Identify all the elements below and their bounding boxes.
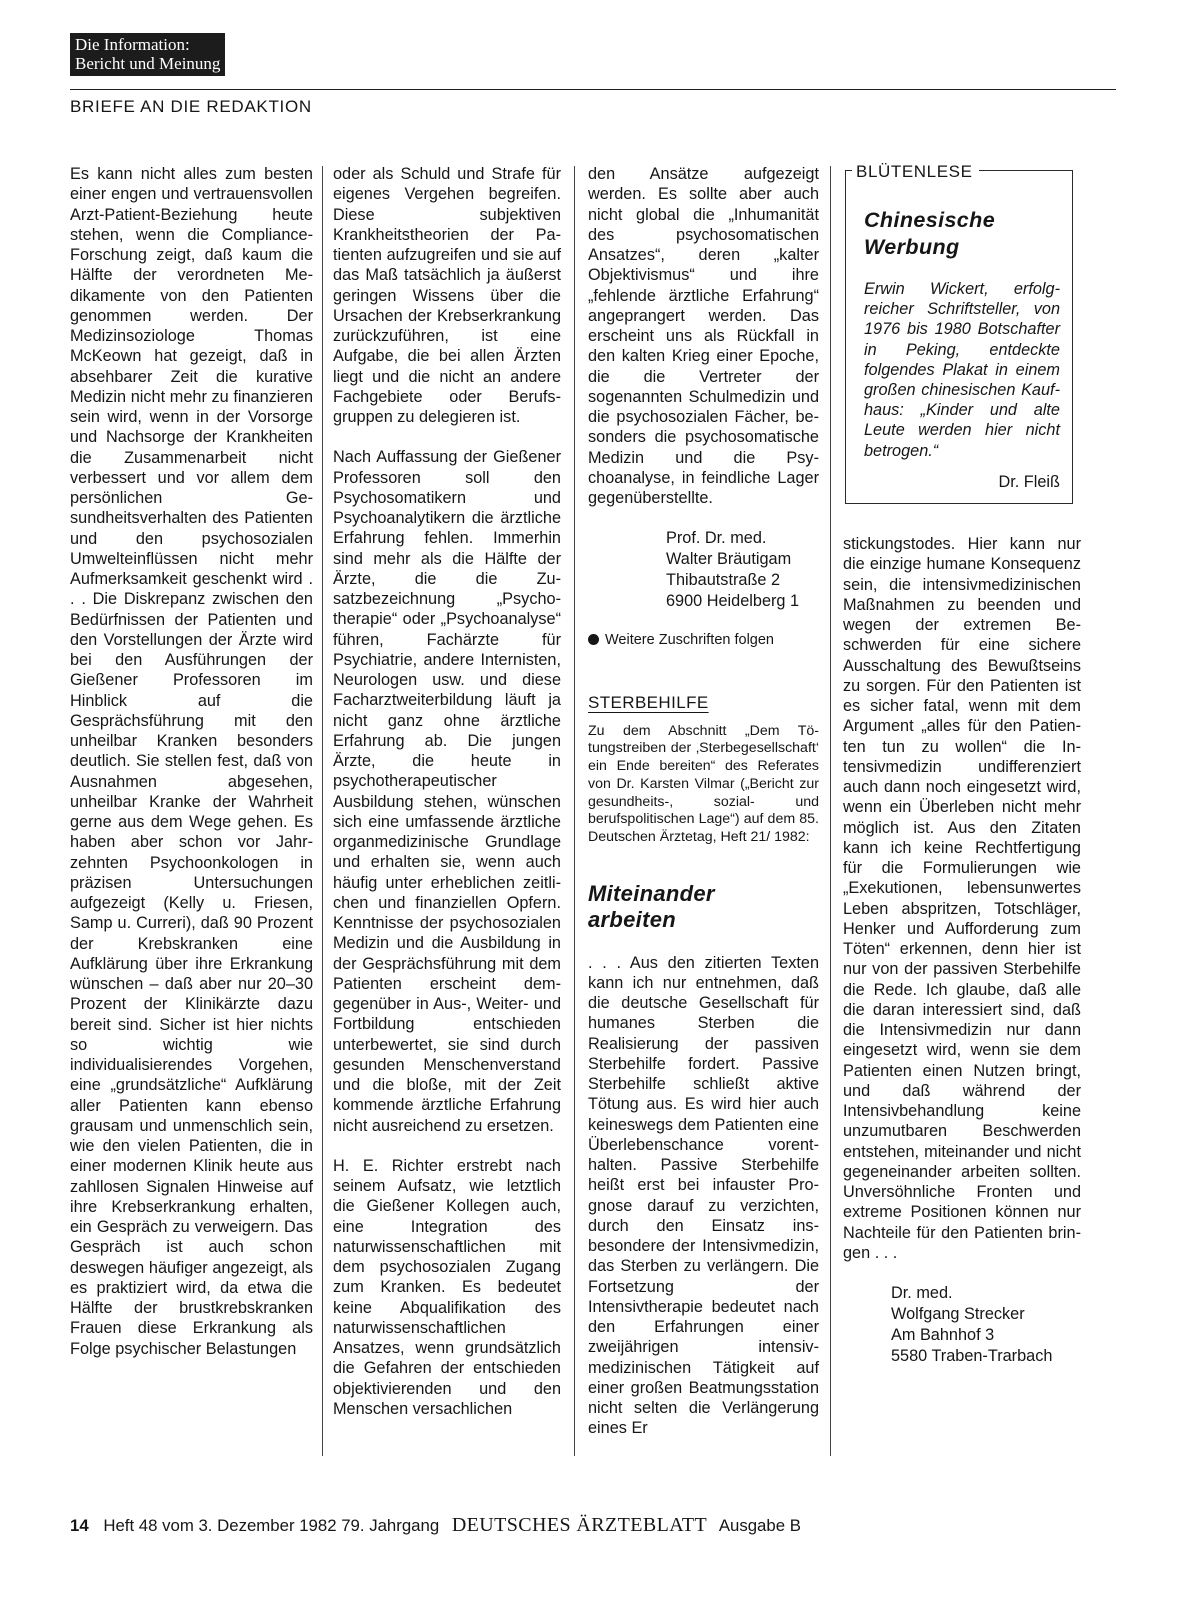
reference-intro: Zu dem Abschnitt „Dem Tötungstreiben der ‚Sterbegesellschaft‘ ein Ende bereiten“ des Referates von Dr. Karsten Vilmar („Bericht zur gesundheits-, sozial- und berufspolitischen Lage“) auf dem 85. Deutschen Ärztetag, Heft 21/ 1982: bbox=[588, 722, 819, 845]
section-label-line1: Die Information: bbox=[75, 35, 190, 54]
topic-heading: STERBEHILFE bbox=[588, 692, 709, 712]
paragraph: H. E. Richter erstrebt nach seinem Aufsatz, wie letztlich die Gießener Kollegen auch, eine Integration des naturwissenschaftlichen mit dem psychosozialen Zugang zum Kranken. Es bedeutet keine Abqualifikation des naturwissenschaftlichen Ansatzes, wenn grundsätzlich die Gefahren der entschieden objektivierenden und den Menschen versachlichen bbox=[333, 1156, 561, 1418]
column-2 bbox=[333, 164, 561, 1419]
paragraph: . . . Aus den zitierten Texten kann ich nur entnehmen, daß die deutsche Gesellschaft für humanes Sterben die Realisierung der passiven Sterbehilfe fordert. Passive Sterbehilfe schließt aktive Tötung aus. Es wird hier auch keineswegs dem Patienten eine Überlebenschance vorenthalten. Passive Sterbehilfe heißt erst bei infauster Prognose darauf zu verzichten, durch den Einsatz insbesondere der Intensivmedizin, das Sterben zu verlängern. Die Fortsetzung der Intensivtherapie bedeutet nach den Erfahrungen einer zweijährigen intensivmedizinischen Tätigkeit auf einer großen Beatmungsstation nicht selten die Verlängerung eines Er bbox=[588, 953, 819, 1438]
section-title: BRIEFE AN DIE REDAKTION bbox=[70, 97, 312, 116]
box-text: Erwin Wickert, erfolgreicher Schriftsteller, von 1976 bis 1980 Botschafter in Peking, entdeckte folgendes Plakat in einem großen chinesischen Kaufhaus: „Kinder und alte Leute werden hier nicht betrogen.“ bbox=[864, 280, 1060, 460]
journal-name: DEUTSCHES ÄRZTEBLATT bbox=[451, 1514, 708, 1536]
section-label-box bbox=[70, 33, 225, 76]
signature-line: Prof. Dr. med. bbox=[666, 529, 767, 548]
more-letters-text: Weitere Zuschriften folgen bbox=[605, 632, 774, 649]
column-3 bbox=[588, 164, 819, 1439]
column-1 bbox=[70, 164, 313, 1359]
issue-info: Heft 48 vom 3. Dezember 1982 79. Jahrgang bbox=[103, 1516, 440, 1535]
signature-line: Am Bahnhof 3 bbox=[891, 1326, 995, 1344]
page-footer bbox=[70, 1514, 801, 1537]
box-label: BLÜTENLESE bbox=[852, 162, 979, 182]
letter-signature bbox=[588, 528, 819, 612]
paragraph: den Ansätze aufgezeigt werden. Es sollte aber auch nicht global die „Inhumanität des psychosomatischen Ansatzes“, deren „kalter Objektivismus“ und ihre „fehlende ärztliche Erfahrung“ angeprangert werden. Das erscheint uns als Rückfall in den kalten Krieg einer Epoche, die die Vertreter der sogenannten Schulmedizin und die psychosozialen Fächer, besonders die psychosomatische Medizin und die Psychoanalyse, in feindliche Lager gegenüberstellte. bbox=[588, 165, 819, 507]
paragraph: stickungstodes. Hier kann nur die einzige humane Konsequenz sein, die intensivmedizinischen Maßnahmen zu beenden und wegen der extremen Beschwerden für eine sichere Ausschaltung des Bewußtseins zu sorgen. Für den Patienten ist es sicher fatal, wenn mit dem Argument „alles für den Patienten tun zu wollen“ die Intensivmedizin undifferenziert auch dann noch eingesetzt wird, wenn ein Überleben nicht mehr möglich ist. Aus den Zitaten kann ich keine Rechtfertigung für die Formulierungen wie „Exekutionen, lebensunwertes Leben abspritzen, Totschläger, Henker und Aufforderung zum Töten“ erkennen, denn hier ist nur von der passiven Sterbehilfe die Rede. Ich glaube, daß alle die daran interessiert sind, daß die Intensivmedizin nur dann eingesetzt wird, wenn sie dem Patienten einen Nutzen bringt, und daß während der Intensivbehandlung keine unzumutbaren Beschwerden entstehen, miteinander und nicht gegeneinander arbeiten sollten. Unversöhnliche Fronten und extreme Positionen können nur Nachteile für den Patienten bringen . . . bbox=[843, 535, 1081, 1262]
box-title-line: Chinesische bbox=[864, 208, 996, 232]
column-divider bbox=[830, 166, 831, 1456]
column-divider bbox=[322, 166, 323, 1456]
paragraph: Es kann nicht alles zum besten einer engen und vertrauensvollen Arzt-Patient-Beziehung heute stehen, wenn die Compliance-Forschung zeigt, daß kaum die Hälfte der verordneten Medikamente von den Patienten genommen werden. Der Medizinsoziologe Thomas McKeown hat gezeigt, daß in absehbarer Zeit die kurative Medizin nicht mehr zu finanzieren sein wird, wenn in der Vorsorge und Nachsorge der Krankheiten die Zusammenarbeit nicht verbessert und vor allem dem persönlichen Gesundheitsverhalten des Patienten und den psychosozialen Umwelteinflüssen nicht mehr Aufmerksamkeit geschenkt wird . . . Die Diskrepanz zwischen den Bedürfnissen der Patienten und den Vorstellungen der Ärzte wird bei den Ausführungen der Gießener Professoren im Hinblick auf die Gesprächsführung mit den unheilbar Kranken besonders deutlich. Sie stellen fest, daß von Ausnahmen abgesehen, unheilbar Kranke der Wahrheit gerne aus dem Wege gehen. Es haben aber schon vor Jahrzehnten Psychoonkologen in präzisen Untersuchungen aufgezeigt (Kelly u. Friesen, Samp u. Curreri), daß 90 Prozent der Krebskranken eine Aufklärung über ihre Erkrankung wünschen – daß aber nur 20–30 Prozent der Klinikärzte dazu bereit sind. Sicher ist hier nichts so wichtig wie individualisierendes Vorgehen, eine „grundsätzliche“ Aufklärung aller Patienten kann ebenso grausam und unmenschlich sein, wie den vielen Patienten, die in einer modernen Klinik heute aus zahllosen Signalen Hinweise auf ihre Krebserkrankung erhalten, ein Gespräch zu verweigern. Das Gespräch ist auch schon deswegen häufiger angezeigt, als es praktiziert wird, da etwa die Hälfte der brustkrebskranken Frauen diese Erkrankung als Folge psychischer Belastungen bbox=[70, 165, 313, 1358]
paragraph: oder als Schuld und Strafe für eigenes Vergehen begreifen. Diese subjektiven Krankheitstheorien der Patienten aufzugreifen und sie auf das Maß tatsächlich ja äußerst geringen Wissens über die Ursachen der Krebserkrankung zurückzuführen, ist eine Aufgabe, die bei allen Ärzten liegt und die nicht an andere Fachgebiete oder Berufsgruppen zu delegieren ist. bbox=[333, 165, 561, 426]
box-title bbox=[864, 207, 1064, 261]
header-rule bbox=[70, 89, 1116, 90]
box-author: Dr. Fleiß bbox=[998, 473, 1060, 491]
signature-line: Walter Bräutigam bbox=[666, 550, 792, 569]
signature-line: Wolfgang Strecker bbox=[891, 1305, 1025, 1323]
bluetenlese-box bbox=[845, 162, 1073, 504]
signature-line: Thibautstraße 2 bbox=[666, 571, 781, 590]
column-divider bbox=[574, 166, 575, 1456]
column-4 bbox=[843, 534, 1081, 1367]
letter-headline bbox=[588, 881, 819, 933]
bullet-icon bbox=[588, 634, 599, 645]
section-label-line2: Bericht und Meinung bbox=[75, 54, 221, 73]
signature-line: Dr. med. bbox=[891, 1284, 953, 1302]
signature-line: 6900 Heidelberg 1 bbox=[666, 592, 800, 611]
signature-line: 5580 Traben-Trarbach bbox=[891, 1347, 1053, 1365]
box-title-line: Werbung bbox=[864, 235, 960, 259]
paragraph: Nach Auffassung der Gießener Professoren soll den Psychosomatikern und Psychoanalytikern die ärztliche Erfahrung fehlen. Immerhin sind mehr als die Hälfte der Ärzte, die die Zusatzbezeichnung „Psychotherapie“ oder „Psychoanalyse“ führen, Fachärzte für Psychiatrie, andere Internisten, Neurologen usw. und diese Facharztweiterbildung läuft ja nicht ganz ohne ärztliche Erfahrung ab. Die jungen Ärzte, die heute in psychotherapeutischer Ausbildung stehen, wünschen sich eine umfassende ärztliche organmedizinische Grundlage und erhalten sie, wenn auch häufig unter erheblichen zeitlichen und finanziellen Opfern. Kenntnisse der psychosozialen Medizin und die Ausbildung in der Gesprächsführung mit dem Patienten erscheint demgegenüber in Aus-, Weiter- und Fortbildung entschieden unterbewertet, sie sind durch gesunden Menschenverstand und die bloße, mit der Zeit kommende ärztliche Erfahrung nicht ausreichend zu ersetzen. bbox=[333, 448, 561, 1135]
headline-line: arbeiten bbox=[588, 906, 676, 932]
letter-signature bbox=[843, 1283, 1081, 1367]
edition: Ausgabe B bbox=[718, 1516, 801, 1535]
page-number: 14 bbox=[70, 1516, 89, 1535]
headline-line: Miteinander bbox=[588, 880, 715, 906]
more-letters-note bbox=[588, 630, 819, 650]
